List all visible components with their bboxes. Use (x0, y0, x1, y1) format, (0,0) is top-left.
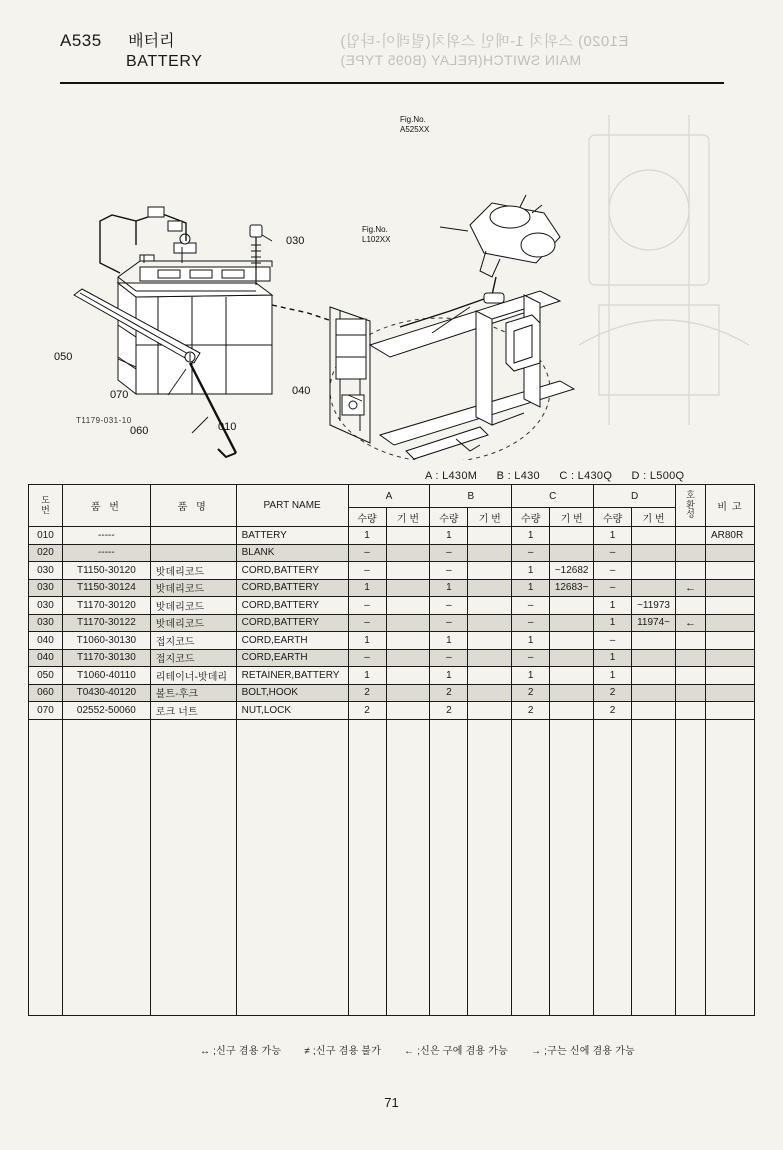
th-interchange: 호 환 성 (676, 485, 706, 527)
table-row (29, 702, 755, 720)
cell-a-qty: – (348, 614, 386, 632)
cell-b-serial (468, 544, 512, 562)
cell-part-no: ----- (62, 527, 150, 545)
cell-name-kr: 밧데리코드 (150, 597, 236, 615)
th-b-serial: 기 번 (468, 508, 512, 527)
cell-remark: AR80R (705, 527, 754, 545)
cell-remark (705, 597, 754, 615)
table-blank-area (29, 719, 755, 1015)
cell-interchange: ← (676, 579, 706, 597)
cell-name-kr: 밧데리코드 (150, 562, 236, 580)
callout-040: 040 (292, 385, 311, 397)
cell-remark (705, 667, 754, 685)
cell-d-qty: 2 (594, 702, 632, 720)
cell-name-kr: 접지코드 (150, 649, 236, 667)
cell-no: 030 (29, 614, 63, 632)
cell-c-serial: ~12682 (550, 562, 594, 580)
cell-part-no: 02552-50060 (62, 702, 150, 720)
fig-ref-a525-value: A525XX (400, 125, 430, 134)
cell-interchange (676, 649, 706, 667)
blank-a-qty (348, 719, 386, 1015)
cell-b-serial (468, 562, 512, 580)
cell-c-serial: 12683~ (550, 579, 594, 597)
th-no: 도 번 (29, 485, 63, 527)
cell-d-qty: 1 (594, 649, 632, 667)
cell-interchange (676, 684, 706, 702)
cell-a-serial (386, 544, 430, 562)
cell-interchange (676, 632, 706, 650)
table-row (29, 527, 755, 545)
cell-d-serial (632, 527, 676, 545)
cell-c-serial (550, 702, 594, 720)
cell-part-no: T1170-30122 (62, 614, 150, 632)
cell-interchange (676, 544, 706, 562)
cell-remark (705, 544, 754, 562)
variant-b: B : L430 (496, 470, 540, 482)
cell-a-qty: 2 (348, 702, 386, 720)
page-header (60, 28, 725, 71)
cell-b-serial (468, 684, 512, 702)
cell-a-serial (386, 597, 430, 615)
footnote-3: ← ;신은 구에 겸용 가능 (404, 1046, 508, 1057)
cell-c-serial (550, 684, 594, 702)
cell-part-no: T1170-30120 (62, 597, 150, 615)
cell-a-qty: – (348, 597, 386, 615)
cell-interchange (676, 562, 706, 580)
cell-c-serial (550, 632, 594, 650)
cell-part-no: T1060-40110 (62, 667, 150, 685)
ghost-text-line1: E1020) 스위치 1-메인 스위치(릴레이-타입) (340, 33, 629, 50)
th-part-no: 품 번 (62, 485, 150, 527)
th-d-qty: 수량 (594, 508, 632, 527)
cell-name-kr: 밧데리코드 (150, 614, 236, 632)
cell-name-en: CORD,BATTERY (236, 562, 348, 580)
blank-name-kr (150, 719, 236, 1015)
cell-name-en: CORD,BATTERY (236, 579, 348, 597)
section-code: A535 (60, 31, 102, 50)
th-remark: 비 고 (705, 485, 754, 527)
cell-b-qty: 1 (430, 579, 468, 597)
cell-interchange: ← (676, 614, 706, 632)
cell-remark (705, 562, 754, 580)
table-row (29, 614, 755, 632)
cell-c-qty: 1 (512, 579, 550, 597)
table-header-row-1 (29, 485, 755, 508)
th-part-name-en: PART NAME (236, 485, 348, 527)
table-row (29, 562, 755, 580)
cell-no: 030 (29, 597, 63, 615)
table-row (29, 544, 755, 562)
cell-name-en: CORD,BATTERY (236, 614, 348, 632)
cell-d-qty: – (594, 579, 632, 597)
cell-d-serial (632, 562, 676, 580)
cell-interchange (676, 597, 706, 615)
cell-name-kr: 리테이너-밧데리 (150, 667, 236, 685)
cell-part-no: ----- (62, 544, 150, 562)
cell-d-serial (632, 544, 676, 562)
cell-b-qty: – (430, 562, 468, 580)
cell-b-serial (468, 579, 512, 597)
cell-no: 010 (29, 527, 63, 545)
section-title-kr: 배터리 (128, 31, 175, 50)
th-a-qty: 수량 (348, 508, 386, 527)
cell-remark (705, 684, 754, 702)
fig-ref-l102-value: L102XX (362, 235, 391, 244)
cell-name-en: CORD,EARTH (236, 632, 348, 650)
cell-no: 030 (29, 562, 63, 580)
cell-c-serial (550, 527, 594, 545)
cell-a-serial (386, 562, 430, 580)
blank-d-serial (632, 719, 676, 1015)
blank-d-qty (594, 719, 632, 1015)
cell-name-kr: 밧데리코드 (150, 579, 236, 597)
table-row (29, 684, 755, 702)
cell-d-qty: 1 (594, 597, 632, 615)
cell-c-qty: – (512, 544, 550, 562)
table-row (29, 649, 755, 667)
blank-name-en (236, 719, 348, 1015)
page-number: 71 (384, 1095, 399, 1110)
cell-no: 070 (29, 702, 63, 720)
blank-c-qty (512, 719, 550, 1015)
cell-no: 040 (29, 649, 63, 667)
cell-c-serial (550, 667, 594, 685)
cell-d-qty: 2 (594, 684, 632, 702)
diagram-svg (40, 95, 740, 460)
cell-b-qty: 2 (430, 684, 468, 702)
cell-interchange (676, 667, 706, 685)
cell-c-serial (550, 649, 594, 667)
cell-name-kr: 볼트-후크 (150, 684, 236, 702)
footnote-4: → ;구는 신에 겸용 가능 (530, 1046, 635, 1057)
table-row (29, 632, 755, 650)
cell-name-en: CORD,BATTERY (236, 597, 348, 615)
cell-b-serial (468, 632, 512, 650)
cell-a-qty: 1 (348, 632, 386, 650)
blank-c-serial (550, 719, 594, 1015)
cell-c-serial (550, 614, 594, 632)
cell-b-qty: – (430, 544, 468, 562)
cell-a-serial (386, 702, 430, 720)
variant-c: C : L430Q (559, 470, 613, 482)
cell-name-en: CORD,EARTH (236, 649, 348, 667)
cell-name-en: BATTERY (236, 527, 348, 545)
cell-b-qty: – (430, 649, 468, 667)
variant-key (425, 470, 700, 482)
cell-b-qty: 2 (430, 702, 468, 720)
cell-d-serial: ~11973 (632, 597, 676, 615)
cell-part-no: T1150-30124 (62, 579, 150, 597)
cell-b-qty: – (430, 614, 468, 632)
cell-d-qty: – (594, 562, 632, 580)
th-part-name-kr: 품 명 (150, 485, 236, 527)
cell-b-serial (468, 702, 512, 720)
cell-part-no: T1150-30120 (62, 562, 150, 580)
cell-b-qty: 1 (430, 632, 468, 650)
cell-c-qty: 1 (512, 632, 550, 650)
cell-no: 020 (29, 544, 63, 562)
cell-no: 030 (29, 579, 63, 597)
cell-b-qty: 1 (430, 667, 468, 685)
cell-b-serial (468, 597, 512, 615)
variant-a: A : L430M (425, 470, 478, 482)
cell-b-serial (468, 527, 512, 545)
th-a-serial: 기 번 (386, 508, 430, 527)
cell-name-kr: 로크 너트 (150, 702, 236, 720)
cell-name-en: BOLT,HOOK (236, 684, 348, 702)
callout-060: 060 (130, 425, 149, 437)
th-c-serial: 기 번 (550, 508, 594, 527)
cell-name-en: RETAINER,BATTERY (236, 667, 348, 685)
cell-c-qty: 1 (512, 527, 550, 545)
cell-c-qty: – (512, 597, 550, 615)
cell-remark (705, 614, 754, 632)
cell-part-no: T1170-30130 (62, 649, 150, 667)
cell-name-en: NUT,LOCK (236, 702, 348, 720)
cell-b-serial (468, 649, 512, 667)
cell-remark (705, 632, 754, 650)
th-c-qty: 수량 (512, 508, 550, 527)
cell-d-serial (632, 684, 676, 702)
cell-d-qty: 1 (594, 527, 632, 545)
th-group-b: B (430, 485, 512, 508)
cell-no: 050 (29, 667, 63, 685)
cell-d-serial (632, 632, 676, 650)
cell-a-serial (386, 632, 430, 650)
cell-a-serial (386, 579, 430, 597)
callout-050: 050 (54, 351, 73, 363)
cell-c-qty: – (512, 614, 550, 632)
cell-c-serial (550, 597, 594, 615)
ghost-text-line2: MAIN SWITCH(RELAY (B095 TYPE) (340, 52, 582, 68)
cell-d-qty: 1 (594, 614, 632, 632)
callout-030: 030 (286, 235, 305, 247)
cell-d-qty: – (594, 544, 632, 562)
th-group-a: A (348, 485, 430, 508)
cell-c-serial (550, 544, 594, 562)
table-row (29, 579, 755, 597)
cell-part-no: T1060-30130 (62, 632, 150, 650)
footnote-2: ≠ ;신구 겸용 불가 (304, 1046, 382, 1057)
cell-a-qty: 1 (348, 667, 386, 685)
cell-remark (705, 649, 754, 667)
blank-b-serial (468, 719, 512, 1015)
cell-c-qty: 2 (512, 702, 550, 720)
cell-c-qty: 1 (512, 667, 550, 685)
cell-a-qty: – (348, 562, 386, 580)
cell-no: 040 (29, 632, 63, 650)
cell-name-kr (150, 527, 236, 545)
blank-part-no (62, 719, 150, 1015)
cell-a-serial (386, 527, 430, 545)
parts-table (28, 484, 755, 1016)
cell-part-no: T0430-40120 (62, 684, 150, 702)
cell-d-serial (632, 579, 676, 597)
variant-d: D : L500Q (631, 470, 685, 482)
fig-ref-l102-label: Fig.No. (362, 225, 388, 234)
fig-ref-a525-label: Fig.No. (400, 115, 426, 124)
cell-interchange (676, 527, 706, 545)
blank-interchange (676, 719, 706, 1015)
header-rule (60, 82, 724, 84)
cell-b-serial (468, 667, 512, 685)
th-group-d: D (594, 485, 676, 508)
cell-a-qty: – (348, 544, 386, 562)
cell-b-qty: 1 (430, 527, 468, 545)
cell-a-qty: 1 (348, 527, 386, 545)
cell-a-serial (386, 667, 430, 685)
exploded-diagram (40, 95, 740, 460)
callout-010: 010 (218, 421, 237, 433)
cell-d-serial (632, 649, 676, 667)
cell-remark (705, 702, 754, 720)
cell-interchange (676, 702, 706, 720)
cell-d-serial (632, 702, 676, 720)
blank-a-serial (386, 719, 430, 1015)
cell-d-qty: 1 (594, 667, 632, 685)
cell-name-kr: 접지코드 (150, 632, 236, 650)
table-row (29, 597, 755, 615)
cell-a-qty: 2 (348, 684, 386, 702)
cell-d-serial (632, 667, 676, 685)
parts-table-grid (28, 484, 755, 1016)
cell-a-qty: – (348, 649, 386, 667)
cell-name-en: BLANK (236, 544, 348, 562)
cell-a-qty: 1 (348, 579, 386, 597)
cell-a-serial (386, 649, 430, 667)
cell-b-serial (468, 614, 512, 632)
blank-remark (705, 719, 754, 1015)
cell-name-kr (150, 544, 236, 562)
table-row (29, 667, 755, 685)
th-b-qty: 수량 (430, 508, 468, 527)
callout-070: 070 (110, 389, 129, 401)
th-group-c: C (512, 485, 594, 508)
cell-a-serial (386, 684, 430, 702)
drawing-number: T1179-031-10 (76, 416, 132, 425)
cell-no: 060 (29, 684, 63, 702)
footnote-1: ↔ ;신구 겸용 가능 (200, 1046, 282, 1057)
th-d-serial: 기 번 (632, 508, 676, 527)
legend-footnotes (200, 1042, 655, 1057)
cell-a-serial (386, 614, 430, 632)
blank-b-qty (430, 719, 468, 1015)
cell-c-qty: – (512, 649, 550, 667)
blank-no (29, 719, 63, 1015)
cell-remark (705, 579, 754, 597)
cell-c-qty: 2 (512, 684, 550, 702)
cell-d-qty: – (594, 632, 632, 650)
cell-b-qty: – (430, 597, 468, 615)
cell-d-serial: 11974~ (632, 614, 676, 632)
cell-c-qty: 1 (512, 562, 550, 580)
section-title-en: BATTERY (126, 53, 203, 70)
